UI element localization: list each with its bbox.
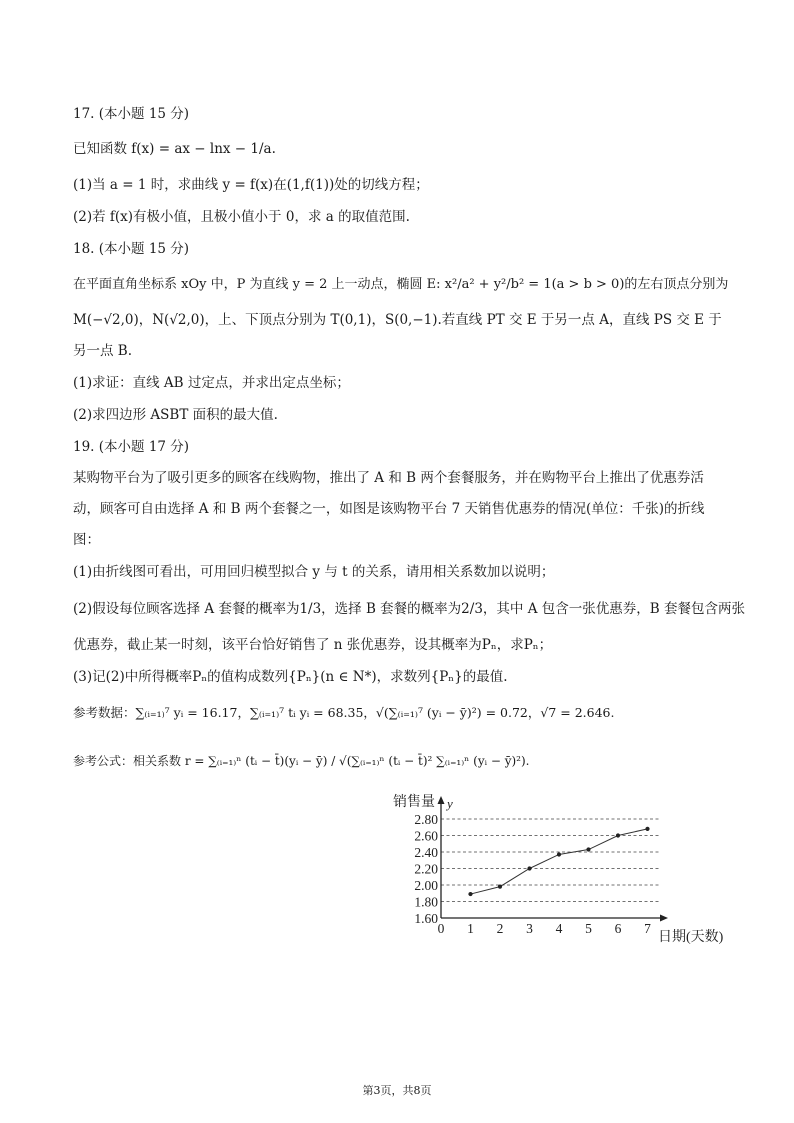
x-tick-label: 1 [467, 921, 474, 936]
q19-heading: 19. (本小题 17 分) [73, 439, 190, 455]
q17-heading: 17. (本小题 15 分) [73, 106, 190, 122]
x-axis-arrow-icon [660, 915, 668, 922]
q18-stem-line1: 在平面直角坐标系 xOy 中，P 为直线 y = 2 上一动点，椭圆 E: x²/a² + y²/b² = 1(a > b > 0)的左右顶点分别为 [73, 277, 729, 292]
q19-stem-line3: 图： [73, 532, 100, 548]
q18-heading: 18. (本小题 15 分) [73, 241, 190, 257]
x-tick-label: 2 [496, 921, 504, 936]
y-tick-label: 2.00 [414, 878, 438, 893]
y-tick-label: 2.40 [414, 845, 438, 860]
data-point [527, 866, 531, 870]
data-point [586, 847, 590, 851]
y-axis-arrow-icon [438, 796, 445, 804]
x-tick-label: 0 [437, 921, 445, 936]
q19-stem-line2: 动，顾客可自由选择 A 和 B 两个套餐之一，如图是该购物平台 7 天销售优惠券的情况(单位：千张)的折线 [73, 501, 705, 517]
y-tick-label: 2.80 [414, 812, 438, 827]
x-tick-label: 3 [526, 921, 533, 936]
x-axis-title: 日期(天数) [658, 930, 724, 945]
series-line [471, 829, 648, 894]
x-tick-label: 7 [644, 921, 651, 936]
page-footer: 第3页，共8页 [362, 1084, 432, 1097]
x-tick-label: 6 [614, 921, 622, 936]
sales-line-chart [380, 788, 740, 958]
data-point [468, 892, 472, 896]
q18-part1: (1)求证：直线 AB 过定点，并求出定点坐标； [73, 375, 350, 391]
data-point [616, 833, 620, 837]
q19-part1: (1)由折线图可看出，可用回归模型拟合 y 与 t 的关系，请用相关系数加以说明； [73, 564, 555, 580]
x-tick-label: 5 [585, 921, 592, 936]
data-point [498, 885, 502, 889]
q18-stem-line3: 另一点 B. [73, 343, 133, 359]
y-axis-title: 销售量 [393, 795, 435, 810]
y-tick-label: 2.60 [414, 828, 438, 844]
q19-part2-line2: 优惠券，截止某一时刻，该平台恰好销售了 n 张优惠券，设其概率为Pₙ，求Pₙ； [73, 637, 553, 653]
y-axis-letter: y [447, 796, 453, 811]
q18-stem-line2: M(−√2,0)，N(√2,0)，上、下顶点分别为 T(0,1)，S(0,−1).若直线 PT 交 E 于另一点 A，直线 PS 交 E 于 [73, 312, 722, 328]
data-point [557, 852, 561, 856]
reference-formula: 参考公式：相关系数 r = ∑₍ᵢ₌₁₎ⁿ (tᵢ − t̄)(yᵢ − ȳ) / √(∑₍ᵢ₌₁₎ⁿ (tᵢ − t̄)² ∑₍ᵢ₌₁₎ⁿ (yᵢ − ȳ)²). [73, 754, 530, 768]
y-tick-label: 2.20 [414, 861, 438, 877]
q18-part2: (2)求四边形 ASBT 面积的最大值. [73, 407, 278, 423]
chart-grid [441, 819, 660, 902]
y-tick-label: 1.80 [414, 894, 438, 910]
q17-part1: (1)当 a = 1 时，求曲线 y = f(x)在(1,f(1))处的切线方程； [73, 177, 429, 193]
reference-data: 参考数据：∑₍ᵢ₌₁₎⁷ yᵢ = 16.17，∑₍ᵢ₌₁₎⁷ tᵢ yᵢ = 68.35，√(∑₍ᵢ₌₁₎⁷ (yᵢ − ȳ)²) = 0.72，√7 = 2.646. [73, 705, 615, 720]
q19-part2-line1: (2)假设每位顾客选择 A 套餐的概率为1/3，选择 B 套餐的概率为2/3，其中 A 包含一张优惠券，B 套餐包含两张 [73, 601, 745, 617]
q19-stem-line1: 某购物平台为了吸引更多的顾客在线购物，推出了 A 和 B 两个套餐服务，并在购物平台上推出了优惠券活 [73, 470, 704, 486]
q19-part3: (3)记(2)中所得概率Pₙ的值构成数列{Pₙ}(n ∈ N*)，求数列{Pₙ}的最值. [73, 669, 508, 685]
q17-part2: (2)若 f(x)有极小值，且极小值小于 0，求 a 的取值范围. [73, 209, 410, 225]
x-tick-label: 4 [555, 921, 563, 936]
chart-series [468, 827, 649, 896]
q17-stem: 已知函数 f(x) = ax − lnx − 1/a. [73, 141, 276, 157]
y-tick-label: 1.60 [414, 911, 438, 926]
data-point [645, 827, 649, 831]
